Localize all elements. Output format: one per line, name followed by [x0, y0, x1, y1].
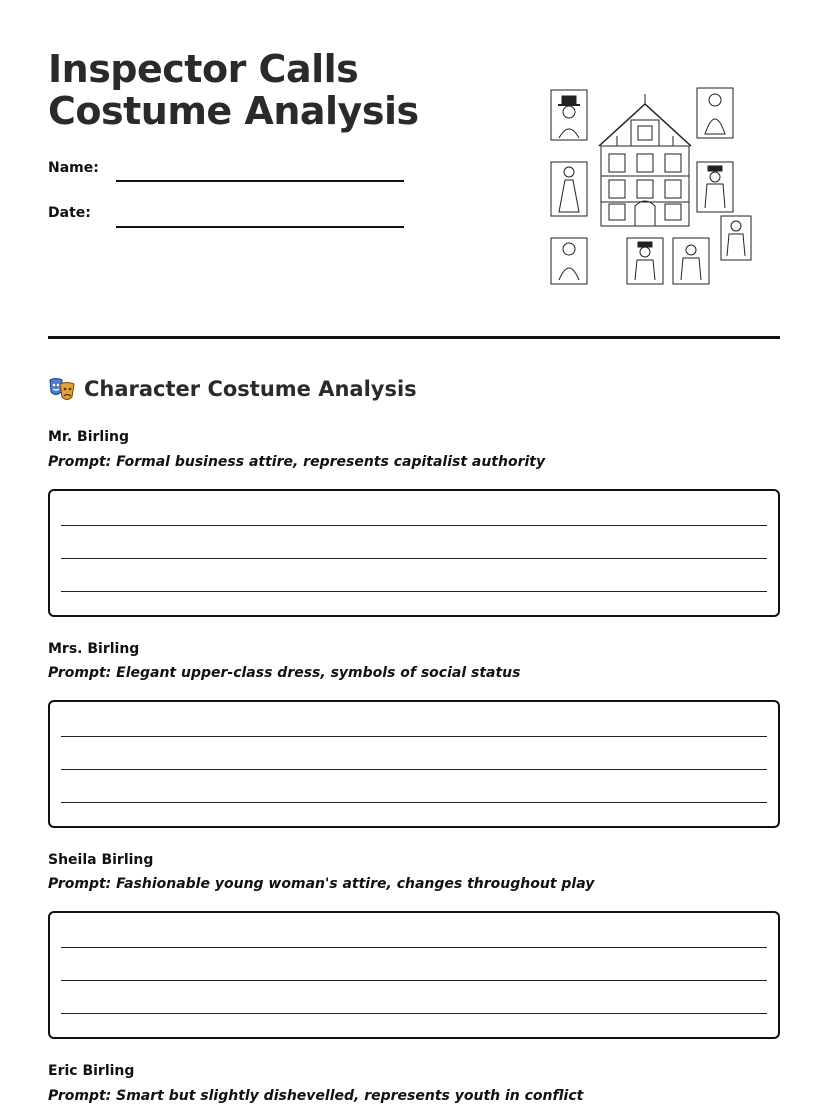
section-divider	[48, 336, 780, 339]
character-portrait-frame	[551, 162, 587, 216]
answer-line	[61, 980, 767, 981]
house-drawing	[599, 94, 691, 226]
answer-line	[61, 769, 767, 770]
character-name: Eric Birling	[48, 1063, 135, 1079]
character-prompt: Prompt: Formal business attire, represents capitalist authority	[48, 454, 546, 470]
figure-woman-top-right	[705, 94, 725, 134]
answer-box[interactable]	[48, 911, 780, 1039]
answer-line	[61, 591, 767, 592]
page-title: Inspector Calls Costume Analysis	[48, 47, 419, 133]
answer-line	[61, 558, 767, 559]
figure-man-right	[705, 166, 725, 208]
name-label: Name:	[48, 160, 99, 176]
theater-masks-icon	[48, 375, 76, 403]
answer-box[interactable]	[48, 700, 780, 828]
character-prompt: Prompt: Smart but slightly dishevelled, represents youth in conflict	[48, 1088, 584, 1104]
answer-line	[61, 947, 767, 948]
figure-bottom-left	[559, 243, 579, 280]
character-name: Mr. Birling	[48, 429, 129, 445]
name-field[interactable]	[116, 180, 404, 182]
figure-bottom-right	[681, 245, 701, 280]
house-and-characters-illustration	[545, 86, 757, 298]
figure-bottom-middle	[635, 242, 655, 280]
answer-line	[61, 736, 767, 737]
character-name: Mrs. Birling	[48, 641, 140, 657]
answer-line	[61, 525, 767, 526]
character-portrait-frame	[697, 88, 733, 138]
date-field[interactable]	[116, 226, 404, 228]
character-prompt: Prompt: Elegant upper-class dress, symbols of social status	[48, 665, 521, 681]
answer-box[interactable]	[48, 489, 780, 617]
character-name: Sheila Birling	[48, 852, 154, 868]
character-prompt: Prompt: Fashionable young woman's attire, changes throughout play	[48, 876, 595, 892]
character-portrait-frame	[551, 238, 587, 284]
date-label: Date:	[48, 205, 91, 221]
section-title: Character Costume Analysis	[84, 377, 417, 401]
section-header	[48, 374, 417, 404]
figure-top-hat-man	[558, 96, 580, 138]
answer-line	[61, 1013, 767, 1014]
character-portrait-frame	[721, 216, 751, 260]
figure-small-right	[727, 221, 745, 256]
answer-line	[61, 802, 767, 803]
figure-woman-left	[559, 167, 579, 212]
